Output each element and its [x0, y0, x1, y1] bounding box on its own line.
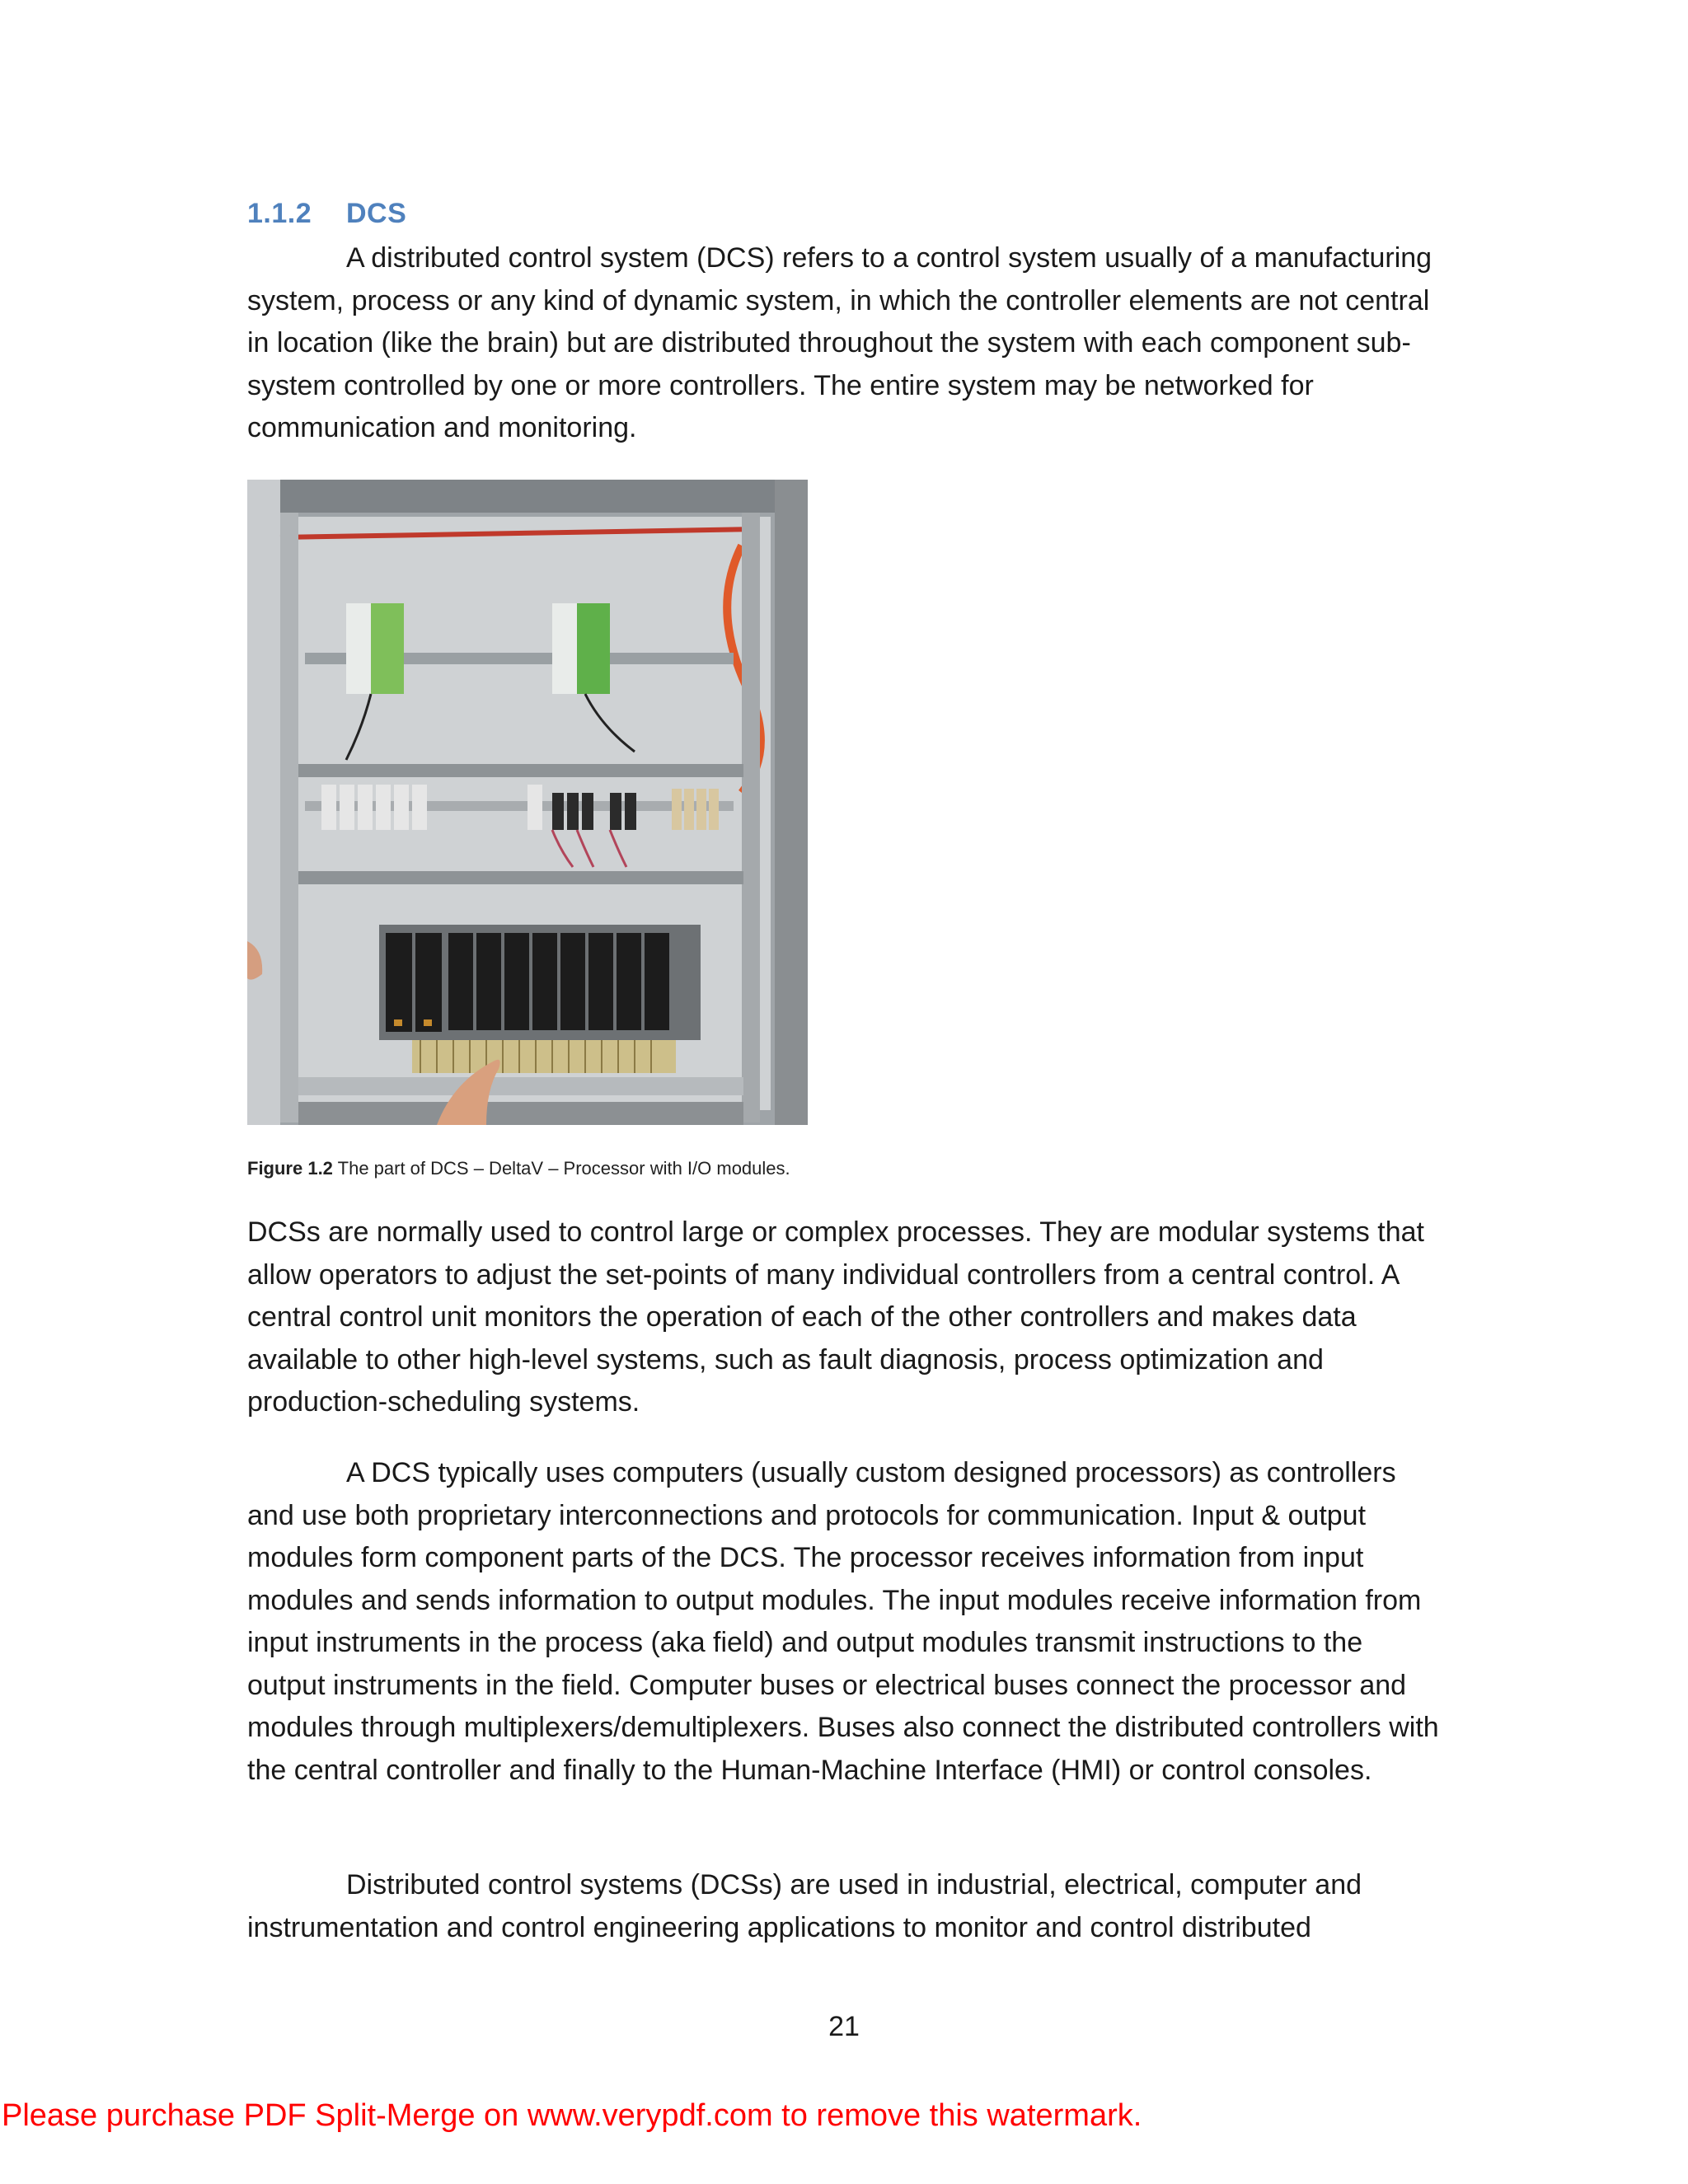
paragraph-intro: [247, 237, 1442, 450]
figure-caption: [247, 1158, 790, 1179]
section-title: DCS: [346, 198, 407, 229]
watermark-text: Please purchase PDF Split-Merge on www.verypdf.com to remove this watermark.: [2, 2098, 1142, 2133]
paragraph-dcs-components: [247, 1452, 1442, 1792]
page-number: 21: [828, 2011, 860, 2042]
section-number: 1.1.2: [247, 198, 312, 229]
paragraph-dcs-applications: [247, 1864, 1442, 1949]
dcs-cabinet-photo: [247, 480, 808, 1125]
paragraph-dcs-usage: [247, 1212, 1442, 1424]
section-heading: [247, 198, 406, 230]
paragraph-dcs-components-text: A DCS typically uses computers (usually custom designed processors) as controllers and use both proprietary interconnections and protocols for communication. Input & output modules form component parts of the DCS. The processor receives information from input modules and sends information to output modules. The input modules receive information from input instruments in the process (aka field) and output modules transmit instructions to the output instruments in the field. Computer buses or electrical buses connect the processor and modules through multiplexers/demultiplexers. Buses also connect the distributed controllers with the central controller and finally to the Human-Machine Interface (HMI) or control consoles.: [247, 1457, 1439, 1786]
figure-label: Figure 1.2: [247, 1158, 333, 1179]
paragraph-dcs-applications-text: Distributed control systems (DCSs) are used in industrial, electrical, computer and instrumentation and control engineering applications to monitor and control distributed: [247, 1869, 1362, 1943]
figure-caption-text: The part of DCS – DeltaV – Processor with I/O modules.: [337, 1158, 790, 1179]
paragraph-dcs-usage-text: DCSs are normally used to control large or complex processes. They are modular systems that allow operators to adjust the set-points of many individual controllers from a central control. A central control unit monitors the operation of each of the other controllers and makes data available to other high-level systems, such as fault diagnosis, process optimization and production-scheduling systems.: [247, 1216, 1424, 1418]
paragraph-intro-text: A distributed control system (DCS) refers to a control system usually of a manufacturing system, process or any kind of dynamic system, in which the controller elements are not central in location (like the brain) but are distributed throughout the system with each component sub-system controlled by one or more controllers. The entire system may be networked for communication and monitoring.: [247, 242, 1432, 443]
